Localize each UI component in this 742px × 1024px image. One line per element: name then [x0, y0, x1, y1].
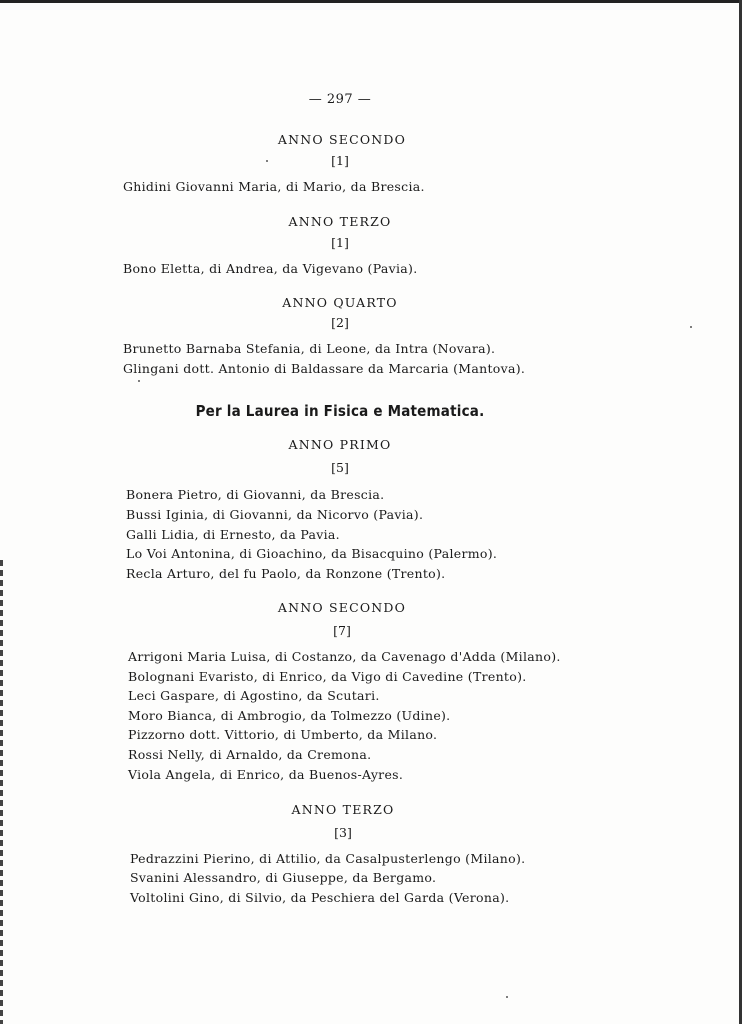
student-entry: Glingani dott. Antonio di Baldassare da Marcaria (Mantova). — [123, 361, 526, 376]
student-entry: Galli Lidia, di Ernesto, da Pavia. — [126, 527, 340, 542]
student-count: [1] — [331, 153, 349, 168]
student-entry: Svanini Alessandro, di Giuseppe, da Bergamo. — [130, 870, 437, 885]
student-count: [7] — [333, 623, 351, 638]
student-entry: Bussi Iginia, di Giovanni, da Nicorvo (Pavia). — [126, 507, 424, 522]
student-entry: Leci Gaspare, di Agostino, da Scutari. — [128, 688, 380, 703]
student-entry: Rossi Nelly, di Arnaldo, da Cremona. — [128, 747, 372, 762]
year-heading: ANNO TERZO — [288, 214, 392, 229]
student-entry: Bono Eletta, di Andrea, da Vigevano (Pavia). — [123, 261, 418, 276]
student-entry: Pizzorno dott. Vittorio, di Umberto, da Milano. — [128, 727, 438, 742]
student-entry: Voltolini Gino, di Silvio, da Peschiera del Garda (Verona). — [130, 890, 510, 905]
student-entry: Bonera Pietro, di Giovanni, da Brescia. — [126, 487, 385, 502]
student-entry: Brunetto Barnaba Stefania, di Leone, da Intra (Novara). — [123, 341, 496, 356]
scan-speck — [506, 996, 508, 998]
student-entry: Lo Voi Antonina, di Gioachino, da Bisacquino (Palermo). — [126, 546, 498, 561]
student-count: [2] — [331, 315, 349, 330]
scan-speck — [690, 326, 692, 328]
year-heading: ANNO TERZO — [291, 802, 395, 817]
student-entry: Moro Bianca, di Ambrogio, da Tolmezzo (Udine). — [128, 708, 451, 723]
scan-speck — [266, 160, 268, 162]
year-heading: ANNO SECONDO — [277, 600, 407, 615]
student-entry: Arrigoni Maria Luisa, di Costanzo, da Cavenago d'Adda (Milano). — [128, 649, 561, 664]
student-entry: Ghidini Giovanni Maria, di Mario, da Brescia. — [123, 179, 425, 194]
section-title: Per la Laurea in Fisica e Matematica. — [195, 402, 485, 420]
scan-speck — [138, 380, 140, 382]
student-count: [5] — [331, 460, 349, 475]
student-count: [1] — [331, 235, 349, 250]
student-count: [3] — [334, 825, 352, 840]
student-entry: Pedrazzini Pierino, di Attilio, da Casalpusterlengo (Milano). — [130, 851, 526, 866]
year-heading: ANNO PRIMO — [288, 437, 392, 452]
page-number: — 297 — — [308, 92, 372, 107]
year-heading: ANNO SECONDO — [277, 132, 407, 147]
student-entry: Bolognani Evaristo, di Enrico, da Vigo di Cavedine (Trento). — [128, 669, 527, 684]
student-entry: Viola Angela, di Enrico, da Buenos-Ayres. — [128, 767, 404, 782]
student-entry: Recla Arturo, del fu Paolo, da Ronzone (Trento). — [126, 566, 446, 581]
scan-top-edge — [0, 0, 742, 3]
year-heading: ANNO QUARTO — [282, 295, 398, 310]
